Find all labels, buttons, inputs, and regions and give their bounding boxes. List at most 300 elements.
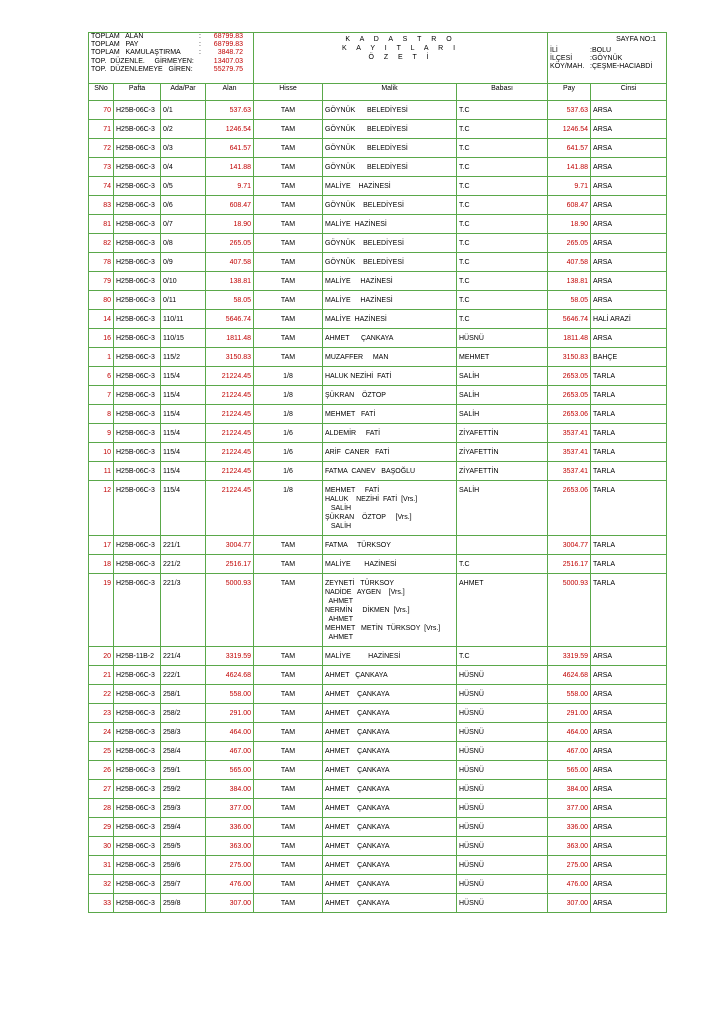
cell-baba: T.C: [457, 555, 548, 574]
table-row: [89, 462, 667, 481]
cell-sno: 83: [89, 196, 114, 215]
cell-sno: 20: [89, 647, 114, 666]
cell-malik: [323, 348, 457, 367]
cell-cinsi: TARLA: [591, 481, 667, 536]
cell-pafta: H25B-06C-3: [114, 196, 161, 215]
cell-cinsi: BAHÇE: [591, 348, 667, 367]
cell-cinsi: ARSA: [591, 647, 667, 666]
cell-ada-par: 115/4: [161, 386, 206, 405]
cell-baba: HÜSNÜ: [457, 742, 548, 761]
table-row: [89, 837, 667, 856]
cell-pay: 265.05: [548, 234, 591, 253]
cell-pay: 608.47: [548, 196, 591, 215]
owner-name: HALUK NEZİHİ FATİ [Vrs.]: [325, 496, 418, 503]
title-line-3: Ö Z E T İ: [368, 54, 433, 61]
table-row: [89, 272, 667, 291]
cell-malik: [323, 405, 457, 424]
cell-sno: 74: [89, 177, 114, 196]
table-row: [89, 574, 667, 647]
summary-row: TOPLAM KAMULAŞTIRMA : 3848.72: [91, 49, 243, 57]
summary-row: [91, 66, 251, 74]
table-row: [89, 253, 667, 272]
page-number: SAYFA NO:1: [616, 36, 657, 43]
cell-baba: HÜSNÜ: [457, 894, 548, 913]
cell-baba: HÜSNÜ: [457, 875, 548, 894]
cell-baba: [457, 536, 548, 555]
cell-alan: 407.58: [206, 253, 254, 272]
cell-pafta: H25B-06C-3: [114, 742, 161, 761]
cell-alan: 5646.74: [206, 310, 254, 329]
cell-sno: 72: [89, 139, 114, 158]
cell-sno: 16: [89, 329, 114, 348]
owner-name: GÖYNÜK BELEDİYESİ: [325, 164, 408, 171]
cell-pafta: H25B-06C-3: [114, 348, 161, 367]
cell-alan: 21224.45: [206, 424, 254, 443]
cell-baba: T.C: [457, 310, 548, 329]
cell-ada-par: 259/7: [161, 875, 206, 894]
owner-name: NERMİN DİKMEN [Vrs.]: [325, 607, 410, 614]
cell-malik: [323, 555, 457, 574]
table-row: [89, 367, 667, 386]
cell-hisse: TAM: [254, 856, 323, 875]
cell-sno: 11: [89, 462, 114, 481]
col-header-baba: Babası: [457, 84, 548, 101]
cell-baba: HÜSNÜ: [457, 799, 548, 818]
cell-cinsi: ARSA: [591, 177, 667, 196]
cell-malik: [323, 196, 457, 215]
cell-malik: [323, 536, 457, 555]
cell-pay: 3537.41: [548, 462, 591, 481]
cell-pafta: H25B-06C-3: [114, 536, 161, 555]
cell-alan: 363.00: [206, 837, 254, 856]
owner-name: AHMET ÇANKAYA: [325, 881, 390, 888]
cell-pay: 2653.05: [548, 386, 591, 405]
cell-alan: 307.00: [206, 894, 254, 913]
cell-pafta: H25B-06C-3: [114, 723, 161, 742]
table-row: [89, 685, 667, 704]
cell-ada-par: 0/5: [161, 177, 206, 196]
info-row-koy: KÖY/MAH. :ÇEŞME-HACIABDİ: [550, 63, 653, 71]
summary-value: 3848.72: [217, 49, 243, 57]
cell-pafta: H25B-06C-3: [114, 310, 161, 329]
cell-cinsi: ARSA: [591, 685, 667, 704]
cell-sno: 1: [89, 348, 114, 367]
owner-name: AHMET ÇANKAYA: [325, 767, 390, 774]
owner-name: GÖYNÜK BELEDİYESİ: [325, 107, 408, 114]
cell-pafta: H25B-06C-3: [114, 386, 161, 405]
col-header-ada: Ada/Par: [161, 84, 206, 101]
cell-baba: HÜSNÜ: [457, 761, 548, 780]
cell-malik: [323, 310, 457, 329]
cell-baba: T.C: [457, 647, 548, 666]
cell-sno: 73: [89, 158, 114, 177]
cell-baba: T.C: [457, 234, 548, 253]
cell-pay: 9.71: [548, 177, 591, 196]
cell-hisse: TAM: [254, 139, 323, 158]
cell-hisse: TAM: [254, 215, 323, 234]
cell-alan: 537.63: [206, 101, 254, 120]
cell-alan: 58.05: [206, 291, 254, 310]
cell-alan: 1246.54: [206, 120, 254, 139]
cell-sno: 10: [89, 443, 114, 462]
cell-malik: [323, 158, 457, 177]
owner-name: MEHMET METİN TÜRKSOY [Vrs.]: [325, 625, 441, 632]
table-row: [89, 291, 667, 310]
cell-hisse: TAM: [254, 120, 323, 139]
cell-pay: 3537.41: [548, 443, 591, 462]
cell-pafta: H25B-06C-3: [114, 799, 161, 818]
cell-alan: 4624.68: [206, 666, 254, 685]
owner-name: MEHMET FATİ: [325, 487, 380, 494]
cell-sno: 24: [89, 723, 114, 742]
cell-malik: [323, 481, 457, 536]
title-line-1: K A D A S T R O: [345, 36, 456, 43]
cell-malik: [323, 101, 457, 120]
cell-ada-par: 259/4: [161, 818, 206, 837]
cell-pay: 3004.77: [548, 536, 591, 555]
cell-cinsi: TARLA: [591, 555, 667, 574]
cell-malik: [323, 761, 457, 780]
info-row-il: İLİ :BOLU: [550, 47, 612, 54]
cell-pay: 537.63: [548, 101, 591, 120]
table-row: [89, 723, 667, 742]
cell-hisse: 1/8: [254, 481, 323, 536]
cell-ada-par: 0/2: [161, 120, 206, 139]
cell-cinsi: ARSA: [591, 666, 667, 685]
owner-name: ŞÜKRAN ÖZTOP [Vrs.]: [325, 514, 412, 521]
cell-baba: T.C: [457, 272, 548, 291]
owner-name: ALDEMİR FATİ: [325, 430, 381, 437]
cell-ada-par: 221/1: [161, 536, 206, 555]
cell-cinsi: TARLA: [591, 367, 667, 386]
owner-name: AHMET ÇANKAYA: [325, 843, 390, 850]
cell-pay: 291.00: [548, 704, 591, 723]
cell-hisse: TAM: [254, 536, 323, 555]
summary-value: 68799.83: [213, 41, 243, 49]
cell-hisse: 1/8: [254, 386, 323, 405]
cell-ada-par: 258/3: [161, 723, 206, 742]
cell-ada-par: 259/1: [161, 761, 206, 780]
table-row: [89, 329, 667, 348]
cell-sno: 71: [89, 120, 114, 139]
cell-ada-par: 258/1: [161, 685, 206, 704]
cell-ada-par: 110/15: [161, 329, 206, 348]
owner-name: AHMET ÇANKAYA: [325, 748, 390, 755]
cell-cinsi: ARSA: [591, 742, 667, 761]
summary-label: TOPLAM PAY: [91, 41, 139, 49]
summary-value: 13407.03: [213, 57, 243, 65]
cell-hisse: TAM: [254, 574, 323, 647]
cell-malik: [323, 723, 457, 742]
col-header-sno: SNo: [89, 84, 114, 101]
cell-ada-par: 258/4: [161, 742, 206, 761]
kadastro-report-page: [88, 32, 666, 913]
owner-name: MEHMET FATİ: [325, 411, 376, 418]
cell-pafta: H25B-06C-3: [114, 481, 161, 536]
cell-malik: [323, 742, 457, 761]
cell-hisse: TAM: [254, 196, 323, 215]
owner-name: GÖYNÜK BELEDİYESİ: [325, 259, 404, 266]
owner-name: AHMET ÇANKAYA: [325, 786, 390, 793]
cell-cinsi: ARSA: [591, 818, 667, 837]
cell-pay: 1811.48: [548, 329, 591, 348]
cell-pafta: H25B-11B-2: [114, 647, 161, 666]
location-info: [548, 33, 667, 84]
cell-malik: [323, 120, 457, 139]
summary-row: TOPLAM PAY : 68799.83: [91, 41, 243, 49]
cell-pay: 384.00: [548, 780, 591, 799]
cell-malik: [323, 291, 457, 310]
cell-ada-par: 222/1: [161, 666, 206, 685]
cell-pay: 275.00: [548, 856, 591, 875]
cell-ada-par: 259/8: [161, 894, 206, 913]
cell-sno: 12: [89, 481, 114, 536]
cell-sno: 23: [89, 704, 114, 723]
cell-pay: 407.58: [548, 253, 591, 272]
kadastro-table: [88, 32, 667, 913]
cell-ada-par: 221/4: [161, 647, 206, 666]
cell-malik: [323, 329, 457, 348]
cell-ada-par: 259/6: [161, 856, 206, 875]
cell-baba: T.C: [457, 196, 548, 215]
cell-cinsi: TARLA: [591, 405, 667, 424]
cell-cinsi: ARSA: [591, 158, 667, 177]
cell-hisse: 1/8: [254, 367, 323, 386]
cell-cinsi: TARLA: [591, 536, 667, 555]
cell-baba: HÜSNÜ: [457, 329, 548, 348]
owner-name: ZEYNETİ TÜRKSOY: [325, 580, 395, 587]
cell-baba: HÜSNÜ: [457, 723, 548, 742]
cell-malik: [323, 139, 457, 158]
table-row: [89, 780, 667, 799]
cell-alan: 3150.83: [206, 348, 254, 367]
table-row: [89, 666, 667, 685]
cell-ada-par: 221/2: [161, 555, 206, 574]
cell-pafta: H25B-06C-3: [114, 272, 161, 291]
cell-alan: 21224.45: [206, 481, 254, 536]
table-row: [89, 405, 667, 424]
cell-malik: [323, 443, 457, 462]
cell-ada-par: 115/4: [161, 405, 206, 424]
cell-pay: 141.88: [548, 158, 591, 177]
summary-row: [91, 58, 251, 66]
cell-pafta: H25B-06C-3: [114, 139, 161, 158]
table-row: [89, 443, 667, 462]
cell-pay: 58.05: [548, 291, 591, 310]
cell-pay: 336.00: [548, 818, 591, 837]
cell-hisse: TAM: [254, 329, 323, 348]
cell-pafta: H25B-06C-3: [114, 837, 161, 856]
cell-hisse: TAM: [254, 101, 323, 120]
owner-name: AHMET ÇANKAYA: [325, 805, 390, 812]
report-header: [89, 33, 667, 84]
cell-cinsi: HALİ ARAZİ: [591, 310, 667, 329]
cell-cinsi: ARSA: [591, 723, 667, 742]
cell-malik: [323, 462, 457, 481]
cell-hisse: TAM: [254, 647, 323, 666]
cell-pafta: H25B-06C-3: [114, 291, 161, 310]
owner-name: NADİDE AYGEN [Vrs.]: [325, 589, 405, 596]
cell-pafta: H25B-06C-3: [114, 120, 161, 139]
cell-cinsi: TARLA: [591, 443, 667, 462]
owner-name: HALUK NEZİHİ FATİ: [325, 373, 392, 380]
cell-alan: 467.00: [206, 742, 254, 761]
cell-hisse: 1/8: [254, 405, 323, 424]
cell-alan: 21224.45: [206, 367, 254, 386]
cell-hisse: TAM: [254, 894, 323, 913]
owner-name: ŞÜKRAN ÖZTOP: [325, 392, 386, 399]
cell-pay: 3319.59: [548, 647, 591, 666]
col-header-cinsi: Cinsi: [591, 84, 667, 101]
cell-pafta: H25B-06C-3: [114, 574, 161, 647]
cell-alan: 18.90: [206, 215, 254, 234]
cell-ada-par: 0/10: [161, 272, 206, 291]
cell-sno: 8: [89, 405, 114, 424]
cell-malik: [323, 685, 457, 704]
cell-baba: MEHMET: [457, 348, 548, 367]
cell-malik: [323, 818, 457, 837]
cell-ada-par: 110/11: [161, 310, 206, 329]
cell-alan: 2516.17: [206, 555, 254, 574]
cell-baba: T.C: [457, 139, 548, 158]
info-row-ilce: İLÇESİ :GÖYNÜK: [550, 55, 623, 63]
cell-malik: [323, 837, 457, 856]
cell-cinsi: ARSA: [591, 215, 667, 234]
table-row: [89, 348, 667, 367]
cell-pafta: H25B-06C-3: [114, 462, 161, 481]
table-row: [89, 196, 667, 215]
cell-pay: 641.57: [548, 139, 591, 158]
cell-pay: 2516.17: [548, 555, 591, 574]
cell-ada-par: 0/8: [161, 234, 206, 253]
cell-pafta: H25B-06C-3: [114, 780, 161, 799]
cell-ada-par: 258/2: [161, 704, 206, 723]
cell-pay: 2653.06: [548, 481, 591, 536]
cell-ada-par: 115/4: [161, 462, 206, 481]
cell-sno: 31: [89, 856, 114, 875]
cell-ada-par: 259/3: [161, 799, 206, 818]
col-header-pafta: Pafta: [114, 84, 161, 101]
cell-sno: 33: [89, 894, 114, 913]
owner-name: MALİYE HAZİNESİ: [325, 316, 387, 323]
table-row: [89, 177, 667, 196]
summary-value: 68799.83: [213, 33, 243, 40]
cell-hisse: TAM: [254, 348, 323, 367]
cell-baba: T.C: [457, 215, 548, 234]
cell-pafta: H25B-06C-3: [114, 856, 161, 875]
cell-sno: 82: [89, 234, 114, 253]
cell-ada-par: 0/1: [161, 101, 206, 120]
table-row: [89, 158, 667, 177]
summary-label: TOP. DÜZENLEMEYE GİREN:: [91, 65, 193, 73]
cell-hisse: TAM: [254, 875, 323, 894]
cell-pay: 3537.41: [548, 424, 591, 443]
cell-pafta: H25B-06C-3: [114, 424, 161, 443]
cell-sno: 79: [89, 272, 114, 291]
summary-value: 55279.75: [213, 65, 243, 73]
cell-baba: HÜSNÜ: [457, 837, 548, 856]
cell-baba: T.C: [457, 120, 548, 139]
cell-cinsi: ARSA: [591, 780, 667, 799]
cell-alan: 291.00: [206, 704, 254, 723]
owner-name: FATMA CANEV BAŞOĞLU: [325, 468, 416, 475]
cell-malik: [323, 386, 457, 405]
owner-name: MALİYE HAZİNESİ: [325, 221, 387, 228]
cell-malik: [323, 215, 457, 234]
cell-pafta: H25B-06C-3: [114, 367, 161, 386]
table-row: [89, 101, 667, 120]
owner-name: AHMET ÇANKAYA: [325, 672, 388, 679]
owner-name: MALİYE HAZİNESİ: [325, 561, 397, 568]
cell-hisse: TAM: [254, 723, 323, 742]
cell-sno: 14: [89, 310, 114, 329]
cell-alan: 565.00: [206, 761, 254, 780]
owner-name: AHMET ÇANKAYA: [325, 729, 390, 736]
cell-baba: HÜSNÜ: [457, 704, 548, 723]
cell-hisse: 1/6: [254, 443, 323, 462]
cell-hisse: TAM: [254, 704, 323, 723]
cell-cinsi: ARSA: [591, 101, 667, 120]
col-header-pay: Pay: [548, 84, 591, 101]
cell-malik: [323, 894, 457, 913]
cell-baba: SALİH: [457, 481, 548, 536]
cell-malik: [323, 234, 457, 253]
cell-cinsi: TARLA: [591, 462, 667, 481]
cell-cinsi: TARLA: [591, 386, 667, 405]
cell-alan: 1811.48: [206, 329, 254, 348]
cell-ada-par: 0/9: [161, 253, 206, 272]
table-row: [89, 742, 667, 761]
cell-pafta: H25B-06C-3: [114, 177, 161, 196]
cell-pay: 3150.83: [548, 348, 591, 367]
cell-baba: ZİYAFETTİN: [457, 462, 548, 481]
cell-sno: 32: [89, 875, 114, 894]
cell-cinsi: ARSA: [591, 799, 667, 818]
cell-baba: T.C: [457, 177, 548, 196]
cell-ada-par: 259/2: [161, 780, 206, 799]
cell-pay: 5000.93: [548, 574, 591, 647]
cell-alan: 336.00: [206, 818, 254, 837]
cell-cinsi: ARSA: [591, 894, 667, 913]
cell-malik: [323, 704, 457, 723]
title-line-2: K A Y I T L A R I: [341, 45, 460, 52]
cell-malik: [323, 177, 457, 196]
cell-cinsi: ARSA: [591, 837, 667, 856]
cell-cinsi: ARSA: [591, 291, 667, 310]
cell-pafta: H25B-06C-3: [114, 894, 161, 913]
cell-alan: 138.81: [206, 272, 254, 291]
cell-malik: [323, 367, 457, 386]
cell-cinsi: ARSA: [591, 272, 667, 291]
cell-alan: 21224.45: [206, 462, 254, 481]
summary-label: TOPLAM KAMULAŞTIRMA: [91, 49, 181, 57]
cell-baba: ZİYAFETTİN: [457, 443, 548, 462]
cell-ada-par: 115/4: [161, 367, 206, 386]
table-row: [89, 386, 667, 405]
cell-pay: 4624.68: [548, 666, 591, 685]
cell-sno: 80: [89, 291, 114, 310]
cell-pay: 5646.74: [548, 310, 591, 329]
owner-name: MALİYE HAZİNESİ: [325, 297, 393, 304]
cell-baba: T.C: [457, 158, 548, 177]
cell-alan: 21224.45: [206, 386, 254, 405]
cell-pay: 1246.54: [548, 120, 591, 139]
table-row: [89, 704, 667, 723]
cell-sno: 19: [89, 574, 114, 647]
cell-malik: [323, 780, 457, 799]
cell-pay: 307.00: [548, 894, 591, 913]
owner-name: AHMET ÇANKAYA: [325, 900, 390, 907]
